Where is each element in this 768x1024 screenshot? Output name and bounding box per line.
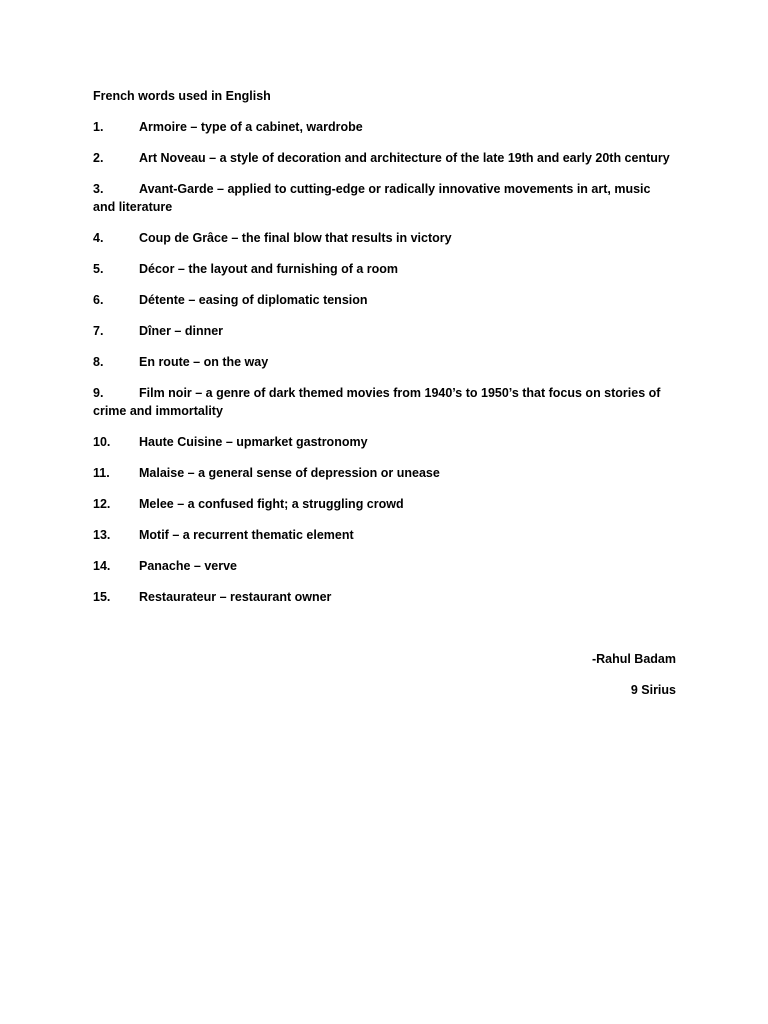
item-text: En route – on the way [139, 355, 269, 369]
list-item [93, 495, 676, 513]
item-number: 11. [93, 466, 110, 480]
item-text: Melee – a confused fight; a struggling crowd [139, 497, 404, 511]
list-item [93, 526, 676, 544]
item-text: Détente – easing of diplomatic tension [139, 293, 368, 307]
item-number: 3. [93, 182, 104, 196]
item-number: 5. [93, 262, 104, 276]
item-number: 6. [93, 293, 104, 307]
item-text: Motif – a recurrent thematic element [139, 528, 354, 542]
list-item [93, 588, 676, 606]
item-number: 13. [93, 528, 111, 542]
item-text: Haute Cuisine – upmarket gastronomy [139, 435, 368, 449]
document-title: French words used in English [93, 89, 271, 103]
item-number: 7. [93, 324, 104, 338]
list-item [93, 433, 676, 451]
item-text: Film noir – a genre of dark themed movies from 1940’s to 1950’s that focus on stories of crime and immortality [93, 386, 661, 418]
item-text: Panache – verve [139, 559, 237, 573]
item-number: 2. [93, 151, 104, 165]
document-page [93, 87, 676, 712]
item-number: 10. [93, 435, 111, 449]
list-item [93, 260, 676, 278]
list-item [93, 384, 676, 420]
list-item [93, 557, 676, 575]
list-item [93, 229, 676, 247]
list-item [93, 353, 676, 371]
list-item [93, 322, 676, 340]
signature-block [93, 650, 676, 699]
item-text: Décor – the layout and furnishing of a room [139, 262, 399, 276]
item-text: Restaurateur – restaurant owner [139, 590, 332, 604]
item-number: 4. [93, 231, 104, 245]
item-number: 8. [93, 355, 104, 369]
item-text: Art Noveau – a style of decoration and architecture of the late 19th and early 20th century [139, 151, 670, 165]
item-number: 9. [93, 386, 104, 400]
item-number: 15. [93, 590, 111, 604]
item-text: Malaise – a general sense of depression or unease [139, 466, 440, 480]
item-number: 14. [93, 559, 111, 573]
list-item [93, 464, 676, 482]
list-item [93, 180, 676, 216]
item-number: 12. [93, 497, 111, 511]
list-item [93, 118, 676, 136]
item-number: 1. [93, 120, 104, 134]
list-item [93, 291, 676, 309]
item-text: Dîner – dinner [139, 324, 224, 338]
list-item [93, 149, 676, 167]
author-class: 9 Sirius [630, 683, 676, 697]
item-text: Armoire – type of a cabinet, wardrobe [139, 120, 363, 134]
item-text: Coup de Grâce – the final blow that results in victory [139, 231, 452, 245]
item-text: Avant-Garde – applied to cutting-edge or radically innovative movements in art, music and literature [93, 182, 651, 214]
author-name: -Rahul Badam [591, 652, 676, 666]
